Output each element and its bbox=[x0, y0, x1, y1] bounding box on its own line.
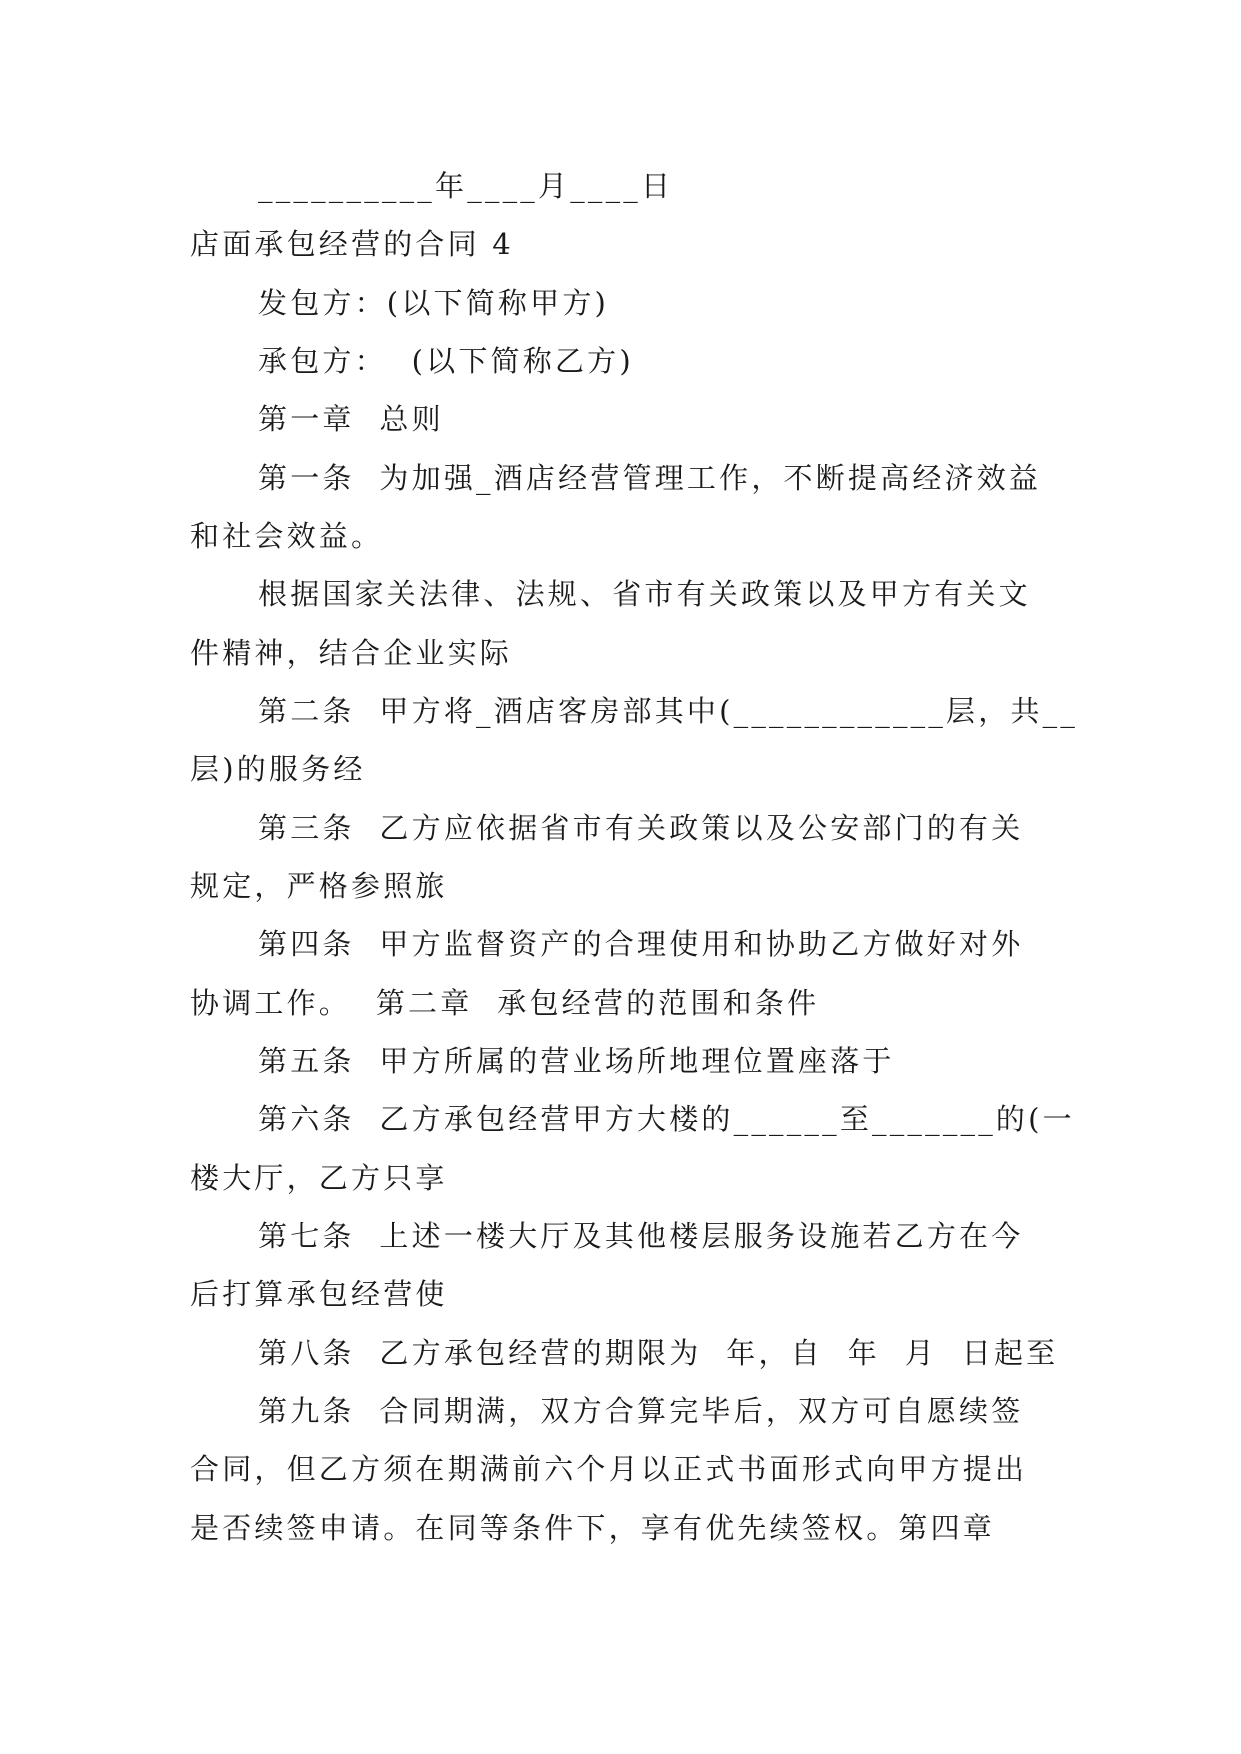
article-7-line-2: 后打算承包经营使 bbox=[190, 1277, 448, 1311]
article-7-line-1: 第七条 上述一楼大厅及其他楼层服务设施若乙方在今 bbox=[258, 1219, 1024, 1253]
article-1-line-2: 和社会效益。 bbox=[190, 519, 384, 553]
date-line: __________年____月____日 bbox=[258, 169, 674, 203]
article-9-line-1: 第九条 合同期满，双方合算完毕后，双方可自愿续签 bbox=[258, 1394, 1024, 1428]
article-4-line-2: 协调工作。 第二章 承包经营的范围和条件 bbox=[190, 986, 820, 1020]
article-9-line-2: 合同，但乙方须在期满前六个月以正式书面形式向甲方提出 bbox=[190, 1452, 1028, 1486]
article-2-line-1: 第二条 甲方将_酒店客房部其中(____________层，共__ bbox=[258, 694, 1079, 728]
chapter-one-heading: 第一章 总则 bbox=[258, 402, 444, 436]
article-3-line-2: 规定，严格参照旅 bbox=[190, 869, 448, 903]
article-6-line-2: 楼大厅，乙方只享 bbox=[190, 1161, 448, 1195]
party-a-line: 发包方：(以下简称甲方) bbox=[258, 286, 610, 320]
article-8-line: 第八条 乙方承包经营的期限为 年，自 年 月 日起至 bbox=[258, 1336, 1059, 1370]
article-4-line-1: 第四条 甲方监督资产的合理使用和协助乙方做好对外 bbox=[258, 927, 1024, 961]
basis-paragraph-line-2: 件精神，结合企业实际 bbox=[190, 636, 513, 670]
article-5-line: 第五条 甲方所属的营业场所地理位置座落于 bbox=[258, 1044, 895, 1078]
party-b-line: 承包方： (以下简称乙方) bbox=[258, 344, 634, 378]
basis-paragraph-line-1: 根据国家关法律、法规、省市有关政策以及甲方有关文 bbox=[258, 577, 1031, 611]
article-3-line-1: 第三条 乙方应依据省市有关政策以及公安部门的有关 bbox=[258, 811, 1024, 845]
article-2-line-2: 层)的服务经 bbox=[190, 752, 366, 786]
contract-title: 店面承包经营的合同 4 bbox=[190, 227, 514, 261]
article-9-line-3: 是否续签申请。在同等条件下，享有优先续签权。第四章 bbox=[190, 1511, 996, 1545]
article-6-line-1: 第六条 乙方承包经营甲方大楼的______至_______的(一 bbox=[258, 1102, 1075, 1136]
article-1-line-1: 第一条 为加强_酒店经营管理工作，不断提高经济效益 bbox=[258, 461, 1042, 495]
